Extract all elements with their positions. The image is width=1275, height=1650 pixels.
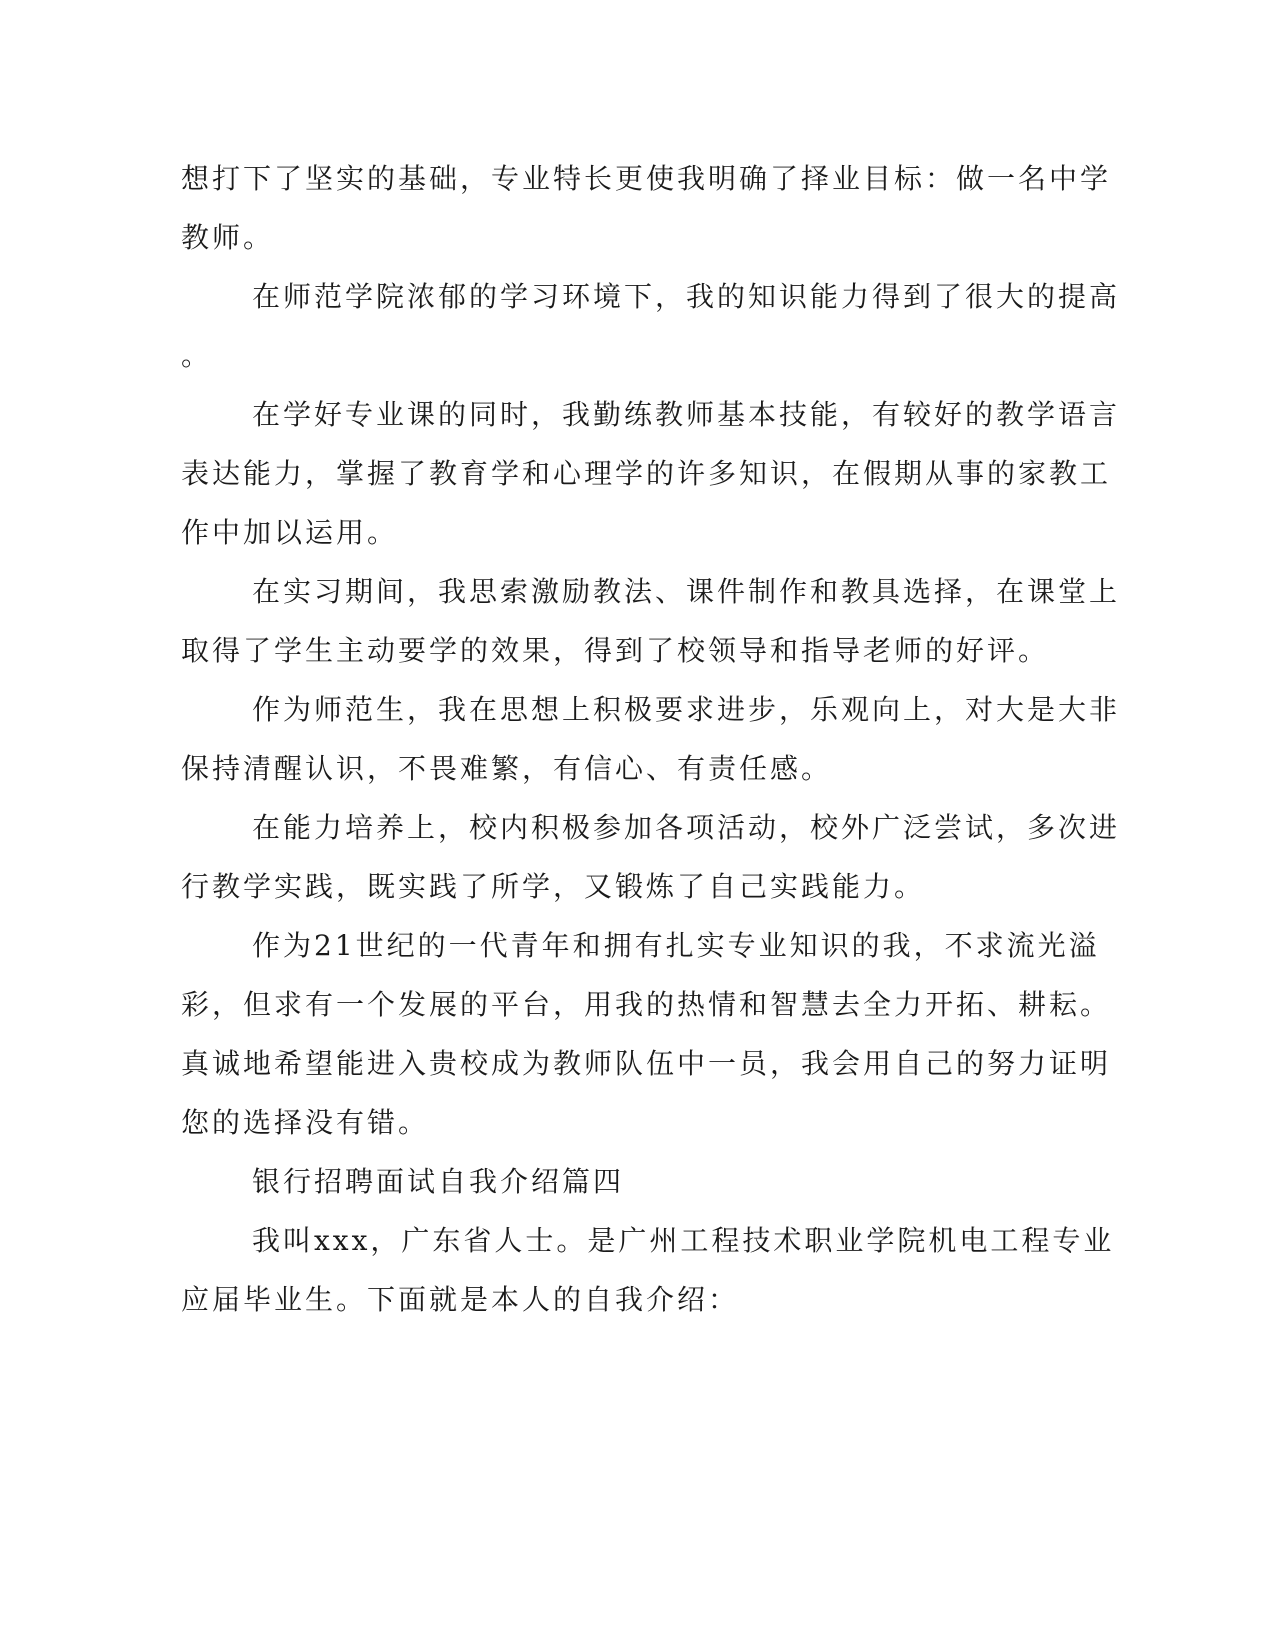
- text-line: 彩，但求有一个发展的平台，用我的热情和智慧去全力开拓、耕耘。: [181, 988, 1112, 1021]
- text-line: 教师。: [181, 221, 275, 254]
- text-line: 在学好专业课的同时，我勤练教师基本技能，有较好的教学语言: [252, 398, 1121, 431]
- text-line: 保持清醒认识，不畏难繁，有信心、有责任感。: [181, 752, 833, 785]
- text-line: 应届毕业生。下面就是本人的自我介绍：: [181, 1283, 740, 1316]
- text-line: 在师范学院浓郁的学习环境下，我的知识能力得到了很大的提高: [252, 280, 1121, 313]
- text-line: 您的选择没有错。: [181, 1106, 430, 1139]
- text-line: 在能力培养上，校内积极参加各项活动，校外广泛尝试，多次进: [252, 811, 1121, 844]
- text-line: 作为21世纪的一代青年和拥有扎实专业知识的我，不求流光溢: [252, 929, 1100, 962]
- text-line: 在实习期间，我思索激励教法、课件制作和教具选择，在课堂上: [252, 575, 1121, 608]
- text-line: 真诚地希望能进入贵校成为教师队伍中一员，我会用自己的努力证明: [181, 1047, 1112, 1080]
- text-line: 作中加以运用。: [181, 516, 399, 549]
- text-line: 想打下了坚实的基础，专业特长更使我明确了择业目标：做一名中学: [181, 162, 1112, 195]
- text-line: 行教学实践，既实践了所学，又锻炼了自己实践能力。: [181, 870, 926, 903]
- text-line: 作为师范生，我在思想上积极要求进步，乐观向上，对大是大非: [252, 693, 1121, 726]
- text-line: 。: [181, 339, 213, 372]
- text-line: 取得了学生主动要学的效果，得到了校领导和指导老师的好评。: [181, 634, 1050, 667]
- text-line: 我叫xxx，广东省人士。是广州工程技术职业学院机电工程专业: [252, 1224, 1115, 1257]
- text-line: 表达能力，掌握了教育学和心理学的许多知识，在假期从事的家教工: [181, 457, 1112, 490]
- section-heading: 银行招聘面试自我介绍篇四: [252, 1165, 625, 1198]
